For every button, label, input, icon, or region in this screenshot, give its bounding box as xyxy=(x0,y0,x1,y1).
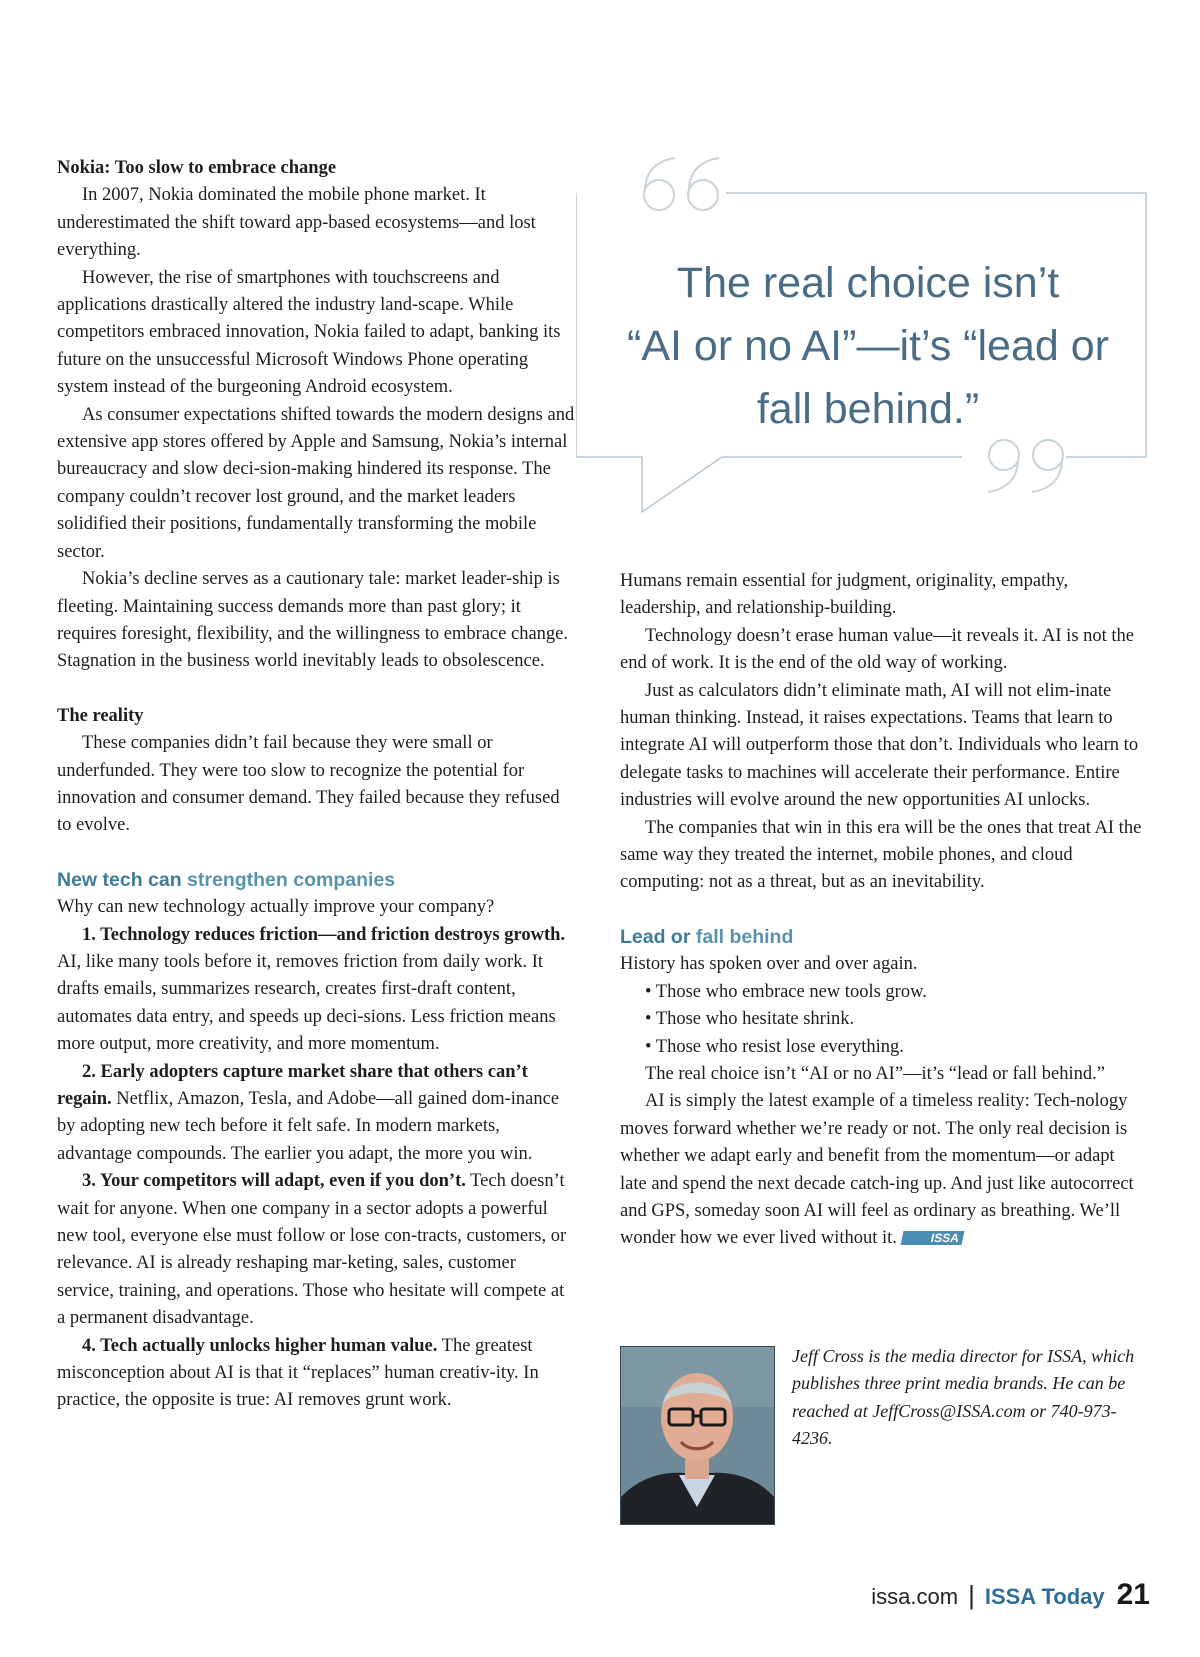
paragraph: Why can new technology actually improve your company? xyxy=(57,897,495,918)
page-footer xyxy=(871,1578,1150,1612)
pull-quote-text xyxy=(590,252,1146,441)
point-title: 1. Technology reduces friction—and friction destroys growth. xyxy=(82,924,566,945)
numbered-point xyxy=(57,1333,577,1415)
numbered-point xyxy=(57,922,577,1059)
footer-magazine-name: ISSA Today xyxy=(984,1584,1105,1609)
issa-end-mark-icon: ISSA xyxy=(900,1231,964,1245)
bullet-item: • Those who hesitate shrink. xyxy=(645,1009,855,1030)
paragraph: History has spoken over and over again. xyxy=(620,954,918,975)
paragraph: Humans remain essential for judgment, originality, empathy, leadership, and relationship-building. xyxy=(620,571,1069,619)
page-number: 21 xyxy=(1116,1578,1150,1611)
close-quote-icon xyxy=(988,440,1063,492)
paragraph: Just as calculators didn’t eliminate math, AI will not elim-inate human thinking. Instead, it raises expectations. Teams that learn to integrate AI will outperform those that don’t. Individuals who learn to delegate tasks to machines will accelerate their performance. Entire industries will evolve around the new opportunities AI unlocks. xyxy=(620,680,1139,811)
author-bio: Jeff Cross is the media director for ISSA, which publishes three print media brands. He can be reached at JeffCross@ISSA.com or 740-973-4236. xyxy=(792,1346,1135,1449)
spacer xyxy=(57,840,577,867)
point-text: Netflix, Amazon, Tesla, and Adobe—all gained dom-inance by adopting new tech before it felt safe. In modern markets, advantage compounds. The earlier you adapt, the more you win. xyxy=(57,1089,560,1164)
paragraph: In 2007, Nokia dominated the mobile phone market. It underestimated the shift toward app-based ecosystems—and lost everything. xyxy=(57,185,536,261)
spacer xyxy=(620,897,1145,924)
paragraph: The companies that win in this era will be the ones that treat AI the same way they treated the internet, mobile phones, and cloud computing: not as a threat, but as an inevitability. xyxy=(620,817,1142,893)
point-title: 2. Early adopters capture market share that others can’t regain. xyxy=(57,1061,528,1109)
pull-quote-line: “AI or no AI”—it’s “lead or xyxy=(627,322,1109,370)
heading-part: strengthen companies xyxy=(187,868,396,891)
numbered-point xyxy=(57,1168,577,1332)
heading-part: Lead or xyxy=(620,925,696,948)
nokia-heading: Nokia: Too slow to embrace change xyxy=(57,158,337,178)
point-title: 3. Your competitors will adapt, even if you don’t. xyxy=(82,1171,466,1192)
spacer xyxy=(57,676,577,703)
open-quote-icon xyxy=(644,158,719,210)
paragraph-text: AI is simply the latest example of a timeless reality: Tech-nology moves forward whether we’re ready or not. The only real decision is whether we adapt early and benefit from the momentum—or adapt late and spend the next decade catch-ing up. And just like autocorrect and GPS, someday soon AI will feel as ordinary as breathing. We’ll wonder how we ever lived without it. xyxy=(620,1091,1134,1249)
point-text: AI, like many tools before it, removes friction from daily work. It drafts emails, summarizes research, creates first-draft content, automates data entry, and speeds up deci-sions. Less friction means more output, more creativity, and more momentum. xyxy=(57,951,556,1055)
pull-quote xyxy=(576,155,1156,545)
heading-part: fall behind xyxy=(695,925,794,948)
footer-site: issa.com xyxy=(871,1584,959,1609)
author-portrait-icon xyxy=(621,1347,774,1524)
paragraph: Technology doesn’t erase human value—it reveals it. AI is not the end of work. It is the end of the old way of working. xyxy=(620,625,1135,674)
paragraph: The real choice isn’t “AI or no AI”—it’s “lead or fall behind.” xyxy=(645,1063,1105,1084)
point-text: Tech doesn’t wait for anyone. When one company in a sector adopts a powerful new tool, everyone else must follow or lose con-tracts, customers, or relevance. AI is already reshaping mar-keting, sales, customer service, training, and operations. Those who hesitate will compete at a permanent disadvantage. xyxy=(57,1171,567,1329)
pull-quote-line: The real choice isn’t xyxy=(676,259,1060,307)
lead-heading xyxy=(620,924,1145,951)
reality-heading: The reality xyxy=(57,705,144,726)
left-column xyxy=(57,155,577,1415)
paragraph: These companies didn’t fail because they were small or underfunded. They were too slow to recognize the potential for innovation and consumer demand. They failed because they refused to evolve. xyxy=(57,733,560,836)
numbered-point xyxy=(57,1059,577,1169)
paragraph: However, the rise of smartphones with touchscreens and applications drastically altered the industry land-scape. While competitors embraced innovation, Nokia failed to adapt, banking its future on the unsuccessful Microsoft Windows Phone operating system instead of the burgeoning Android ecosystem. xyxy=(57,267,561,398)
point-text: The greatest misconception about AI is that it “replaces” human creativ-ity. In practice, the opposite is true: AI removes grunt work. xyxy=(57,1335,539,1411)
pull-quote-line: fall behind.” xyxy=(756,385,980,433)
paragraph: As consumer expectations shifted towards the modern designs and extensive app stores offered by Apple and Samsung, Nokia’s internal bureaucracy and slow deci-sion-making hindered its response. The company couldn’t recover lost ground, and the market leaders solidified their positions, fundamentally transforming the mobile sector. xyxy=(57,404,575,562)
paragraph: Nokia’s decline serves as a cautionary tale: market leader-ship is fleeting. Maintaining success demands more than past glory; it requires foresight, flexibility, and the willingness to embrace change. Stagnation in the business world inevitably leads to obsolescence. xyxy=(57,569,568,672)
point-title: 4. Tech actually unlocks higher human value. xyxy=(82,1335,438,1356)
author-photo xyxy=(620,1346,775,1525)
heading-part: New tech can xyxy=(57,868,188,891)
right-column xyxy=(620,568,1145,1253)
bullet-item: • Those who resist lose everything. xyxy=(645,1036,904,1057)
paragraph xyxy=(620,1088,1145,1252)
newtech-heading xyxy=(57,867,577,894)
bullet-item: • Those who embrace new tools grow. xyxy=(645,981,927,1002)
footer-separator: | xyxy=(968,1580,975,1610)
